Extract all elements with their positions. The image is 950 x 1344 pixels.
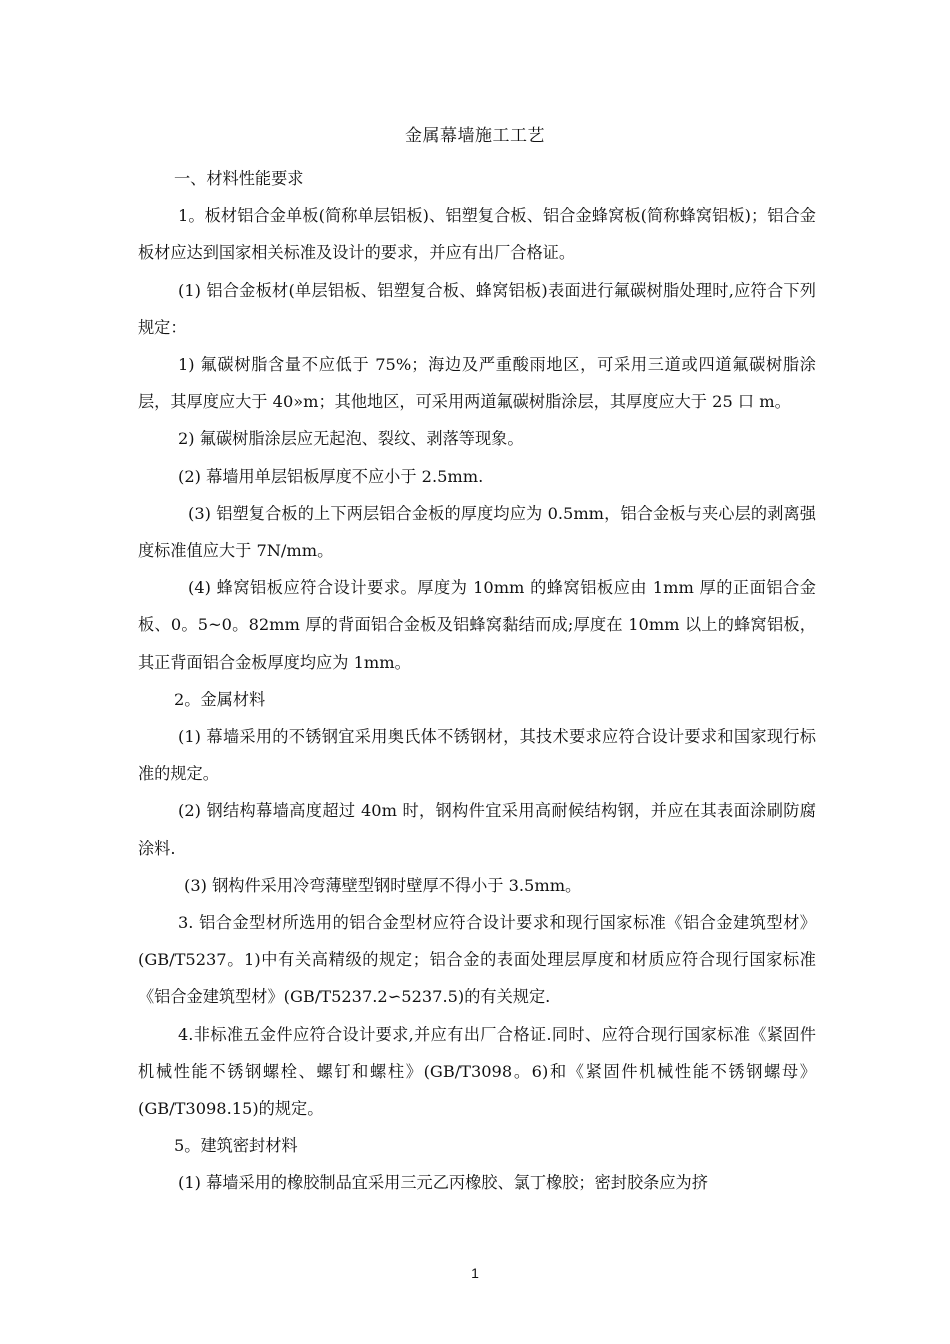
paragraph-aluminum-panels: 1。板材铝合金单板(简称单层铝板)、铝塑复合板、铝合金蜂窝板(简称蜂窝铝板)；铝合金板材应达到国家相关标准及设计的要求，并应有出厂合格证。 xyxy=(138,206,816,263)
paragraph-single-panel-thickness: (2) 幕墙用单层铝板厚度不应小于 2.5mm. xyxy=(178,466,484,486)
paragraph-honeycomb-panel: (4) 蜂窝铝板应符合设计要求。厚度为 10mm 的蜂窝铝板应由 1mm 厚的正面铝合金板、0。5~0。82mm 厚的背面铝合金板及铝蜂窝黏结而成;厚度在 10mm 以上的蜂窝铝板，其正背面铝合金板厚度均应为 1mm。 xyxy=(138,578,816,672)
paragraph-aluminum-profiles: 3. 铝合金型材所选用的铝合金型材应符合设计要求和现行国家标准《铝合金建筑型材》(GB/T5237。1)中有关高精级的规定；铝合金的表面处理层厚度和材质应符合现行国家标准《铝合金建筑型材》(GB/T5237.2∽5237.5)的有关规定. xyxy=(138,913,816,1007)
document-body xyxy=(138,160,816,1202)
paragraph-fluorocarbon-treatment: (1) 铝合金板材(单层铝板、铝塑复合板、蜂窝铝板)表面进行氟碳树脂处理时,应符合下列规定： xyxy=(138,280,816,337)
paragraph-rubber-products: (1) 幕墙采用的橡胶制品宜采用三元乙丙橡胶、氯丁橡胶；密封胶条应为挤 xyxy=(178,1173,708,1193)
page-number: 1 xyxy=(471,1265,479,1281)
document-title: 金属幕墙施工工艺 xyxy=(405,126,545,146)
paragraph-steel-structure: (2) 钢结构幕墙高度超过 40m 时，钢构件宜采用高耐候结构钢，并应在其表面涂刷防腐涂料. xyxy=(138,801,816,858)
paragraph-cold-formed-steel: (3) 钢构件采用冷弯薄壁型钢时壁厚不得小于 3.5mm。 xyxy=(184,875,582,895)
section-heading-sealing-materials: 5。建筑密封材料 xyxy=(174,1136,298,1156)
paragraph-hardware: 4.非标准五金件应符合设计要求,并应有出厂合格证.同时、应符合现行国家标准《紧固件机械性能不锈钢螺栓、螺钉和螺柱》(GB/T3098。6)和《紧固件机械性能不锈钢螺母》(GB/T3098.15)的规定。 xyxy=(138,1024,816,1119)
paragraph-stainless-steel: (1) 幕墙采用的不锈钢宜采用奥氏体不锈钢材，其技术要求应符合设计要求和国家现行标准的规定。 xyxy=(138,727,816,784)
paragraph-coating-defects: 2) 氟碳树脂涂层应无起泡、裂纹、剥落等现象。 xyxy=(178,429,524,449)
section-heading-material-requirements: 一、材料性能要求 xyxy=(174,169,304,188)
section-heading-metal-materials: 2。金属材料 xyxy=(174,689,266,709)
paragraph-composite-panel: (3) 铝塑复合板的上下两层铝合金板的厚度均应为 0.5mm，铝合金板与夹心层的剥离强度标准值应大于 7N/mm。 xyxy=(138,503,816,561)
paragraph-fluorocarbon-content: 1) 氟碳树脂含量不应低于 75%；海边及严重酸雨地区，可采用三道或四道氟碳树脂涂层，其厚度应大于 40»m；其他地区，可采用两道氟碳树脂涂层，其厚度应大于 25 口 m。 xyxy=(138,355,816,412)
